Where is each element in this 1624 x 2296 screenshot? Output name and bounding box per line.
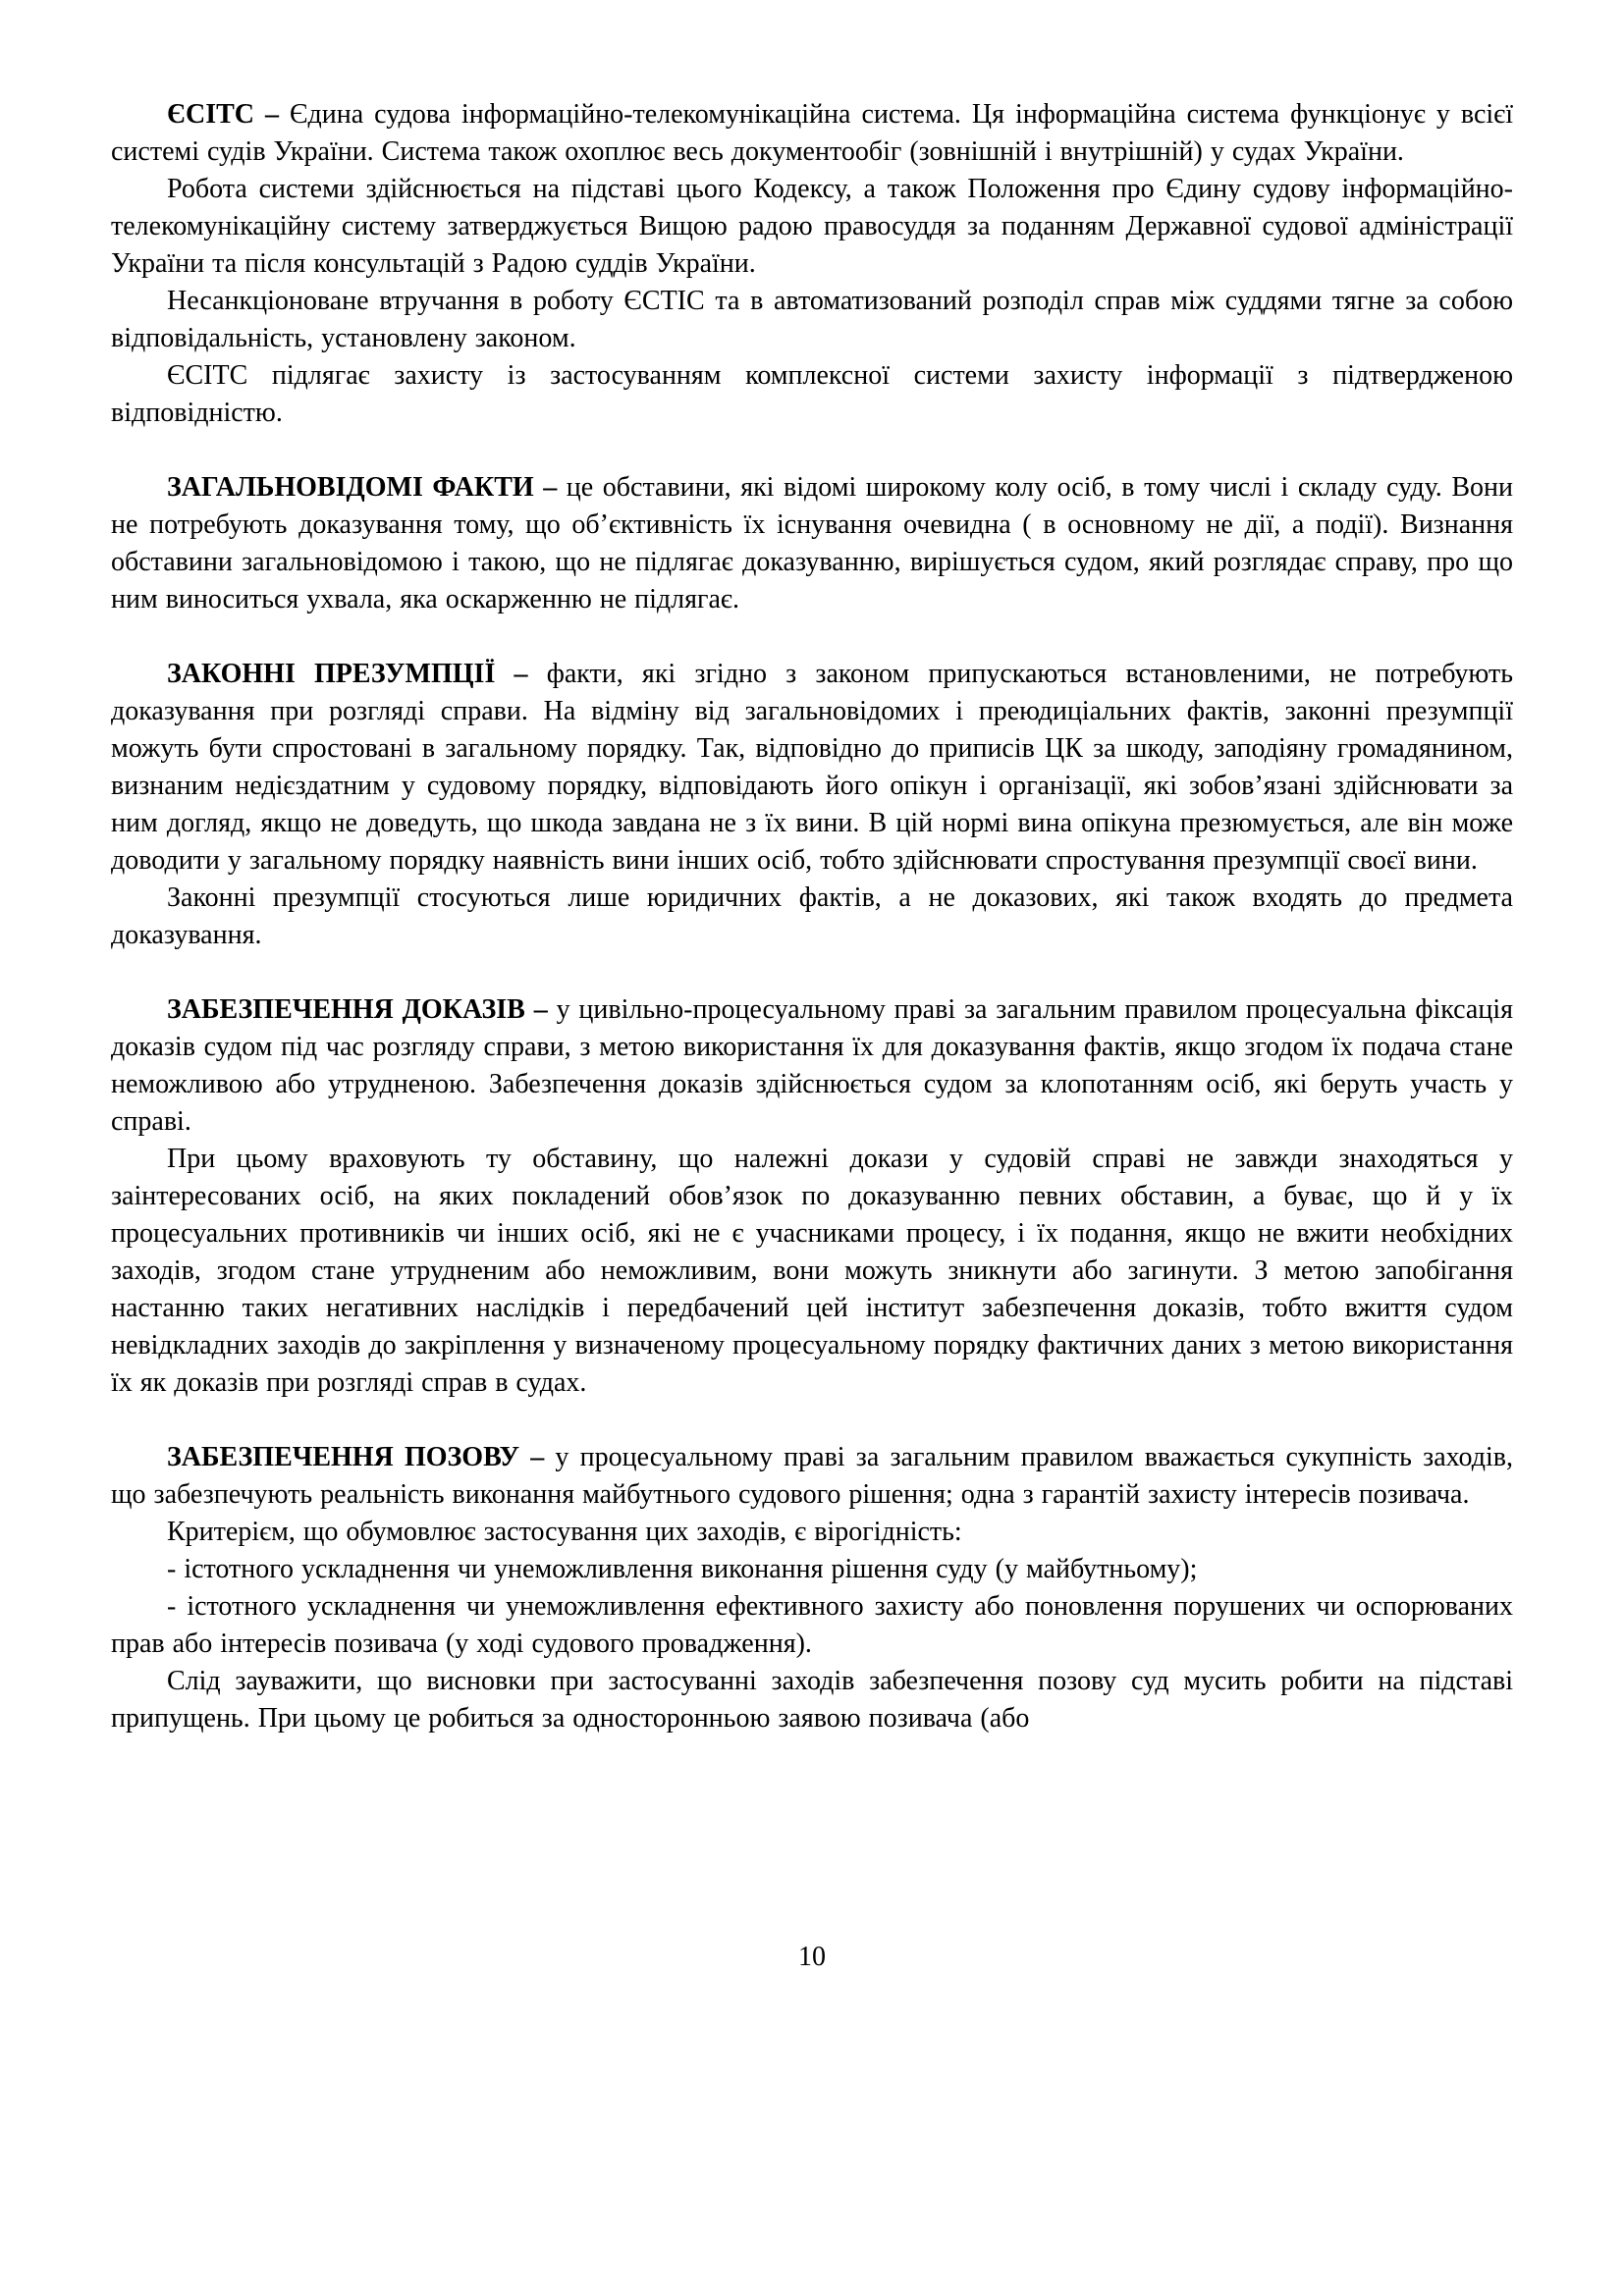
paragraph-text: Єдина судова інформаційно-телекомунікаційна система. Ця інформаційна система функціонує у всієї системі судів України. Система також охоплює весь документообіг (зовнішній і внутрішній) у судах України.: [111, 99, 1513, 167]
paragraph-esits-protection: [111, 357, 1513, 432]
paragraph-text: у цивільно-процесуальному праві за загальним правилом процесуальна фіксація доказів судом під час розгляду справи, з метою використання їх для доказування фактів, якщо згодом їх подача стане неможливою або утрудненою. Забезпечення доказів здійснюється судом за клопотанням осіб, які беруть участь у справі.: [111, 994, 1514, 1137]
paragraph-text: Слід зауважити, що висновки при застосуванні заходів забезпечення позову суд мусить робити на підставі припущень. При цьому це робиться за односторонньою заявою позивача (або: [111, 1666, 1513, 1734]
term: ЗАГАЛЬНОВІДОМІ ФАКТИ –: [167, 472, 558, 503]
term: ЗАКОННІ ПРЕЗУМПЦІЇ –: [167, 659, 528, 689]
paragraph-text: Законні презумпції стосуються лише юридичних фактів, а не доказових, які також входять до предмета доказування.: [111, 882, 1513, 950]
document-page: [111, 96, 1513, 1737]
term: ЄСІТС –: [167, 99, 280, 130]
paragraph-securing-evidence-details: [111, 1141, 1513, 1402]
paragraph-conclusions-note: [111, 1663, 1513, 1737]
paragraph-esits-operation: [111, 171, 1513, 283]
paragraph-legal-presumptions-note: [111, 880, 1513, 954]
list-item-enforcement-difficulty: [111, 1551, 1513, 1588]
paragraph-text: у процесуальному праві за загальним правилом вважається сукупність заходів, що забезпечують реальність виконання майбутнього судового рішення; одна з гарантій захисту інтересів позивача.: [111, 1442, 1513, 1510]
paragraph-securing-claim: [111, 1439, 1513, 1514]
paragraph-text: Несанкціоноване втручання в роботу ЄСТІС та в автоматизований розподіл справ між суддями тягне за собою відповідальність, установлену законом.: [111, 286, 1513, 353]
paragraph-text: ЄСІТС підлягає захисту із застосуванням комплексної системи захисту інформації з підтвердженою відповідністю.: [111, 360, 1513, 428]
paragraph-well-known-facts: [111, 469, 1513, 618]
paragraph-text: При цьому враховують ту обставину, що належні докази у судовій справі не завжди знаходяться у заінтересованих осіб, на яких покладений обов’язок по доказуванню певних обставин, а буває, що й у їх процесуальних противників чи інших осіб, які не є учасниками процесу, і їх подання, якщо не вжити необхідних заходів, згодом стане утрудненим або неможливим, вони можуть зникнути або загинути. З метою запобігання настанню таких негативних наслідків і передбачений цей інститут забезпечення доказів, тобто вжиття судом невідкладних заходів до закріплення у визначеному процесуальному порядку фактичних даних з метою використання їх як доказів при розгляді справ в судах.: [111, 1144, 1513, 1398]
paragraph-text: Критерієм, що обумовлює застосування цих заходів, є вірогідність:: [167, 1517, 962, 1547]
paragraph-text: Робота системи здійснюється на підставі цього Кодексу, а також Положення про Єдину судову інформаційно-телекомунікаційну систему затверджується Вищою радою правосуддя за поданням Державної судової адміністрації України та після консультацій з Радою суддів України.: [111, 174, 1513, 279]
paragraph-text: - істотного ускладнення чи унеможливлення виконання рішення суду (у майбутньому);: [167, 1554, 1198, 1584]
term: ЗАБЕЗПЕЧЕННЯ ПОЗОВУ –: [167, 1442, 545, 1472]
paragraph-criterion: [111, 1514, 1513, 1551]
paragraph-securing-evidence: [111, 991, 1513, 1141]
paragraph-text: це обставини, які відомі широкому колу осіб, в тому числі і складу суду. Вони не потребують доказування тому, що об’єктивність їх існування очевидна ( в основному не дії, а події). Визнання обставини загальновідомою і такою, що не підлягає доказуванню, вирішується судом, який розглядає справу, про що ним виноситься ухвала, яка оскарженню не підлягає.: [111, 472, 1514, 614]
term: ЗАБЕЗПЕЧЕННЯ ДОКАЗІВ –: [167, 994, 548, 1025]
page-number: 10: [798, 1942, 826, 1972]
paragraph-esits-definition: [111, 96, 1513, 171]
paragraph-esits-interference: [111, 283, 1513, 357]
paragraph-legal-presumptions: [111, 656, 1513, 880]
paragraph-text: факти, які згідно з законом припускаються встановленими, не потребують доказування при розгляді справи. На відміну від загальновідомих і преюдиціальних фактів, законні презумпції можуть бути спростовані в загальному порядку. Так, відповідно до приписів ЦК за шкоду, заподіяну громадянином, визнаним недієздатним у судовому порядку, відповідають його опікун і організації, які зобов’язані здійснювати за ним догляд, якщо не доведуть, що шкода завдана не з їх вини. В цій нормі вина опікуна презюмується, але він може доводити у загальному порядку наявність вини інших осіб, тобто здійснювати спростування презумпції своєї вини.: [111, 659, 1513, 876]
paragraph-text: - істотного ускладнення чи унеможливлення ефективного захисту або поновлення порушених чи оспорюваних прав або інтересів позивача (у ході судового провадження).: [111, 1591, 1513, 1659]
list-item-protection-difficulty: [111, 1588, 1513, 1663]
